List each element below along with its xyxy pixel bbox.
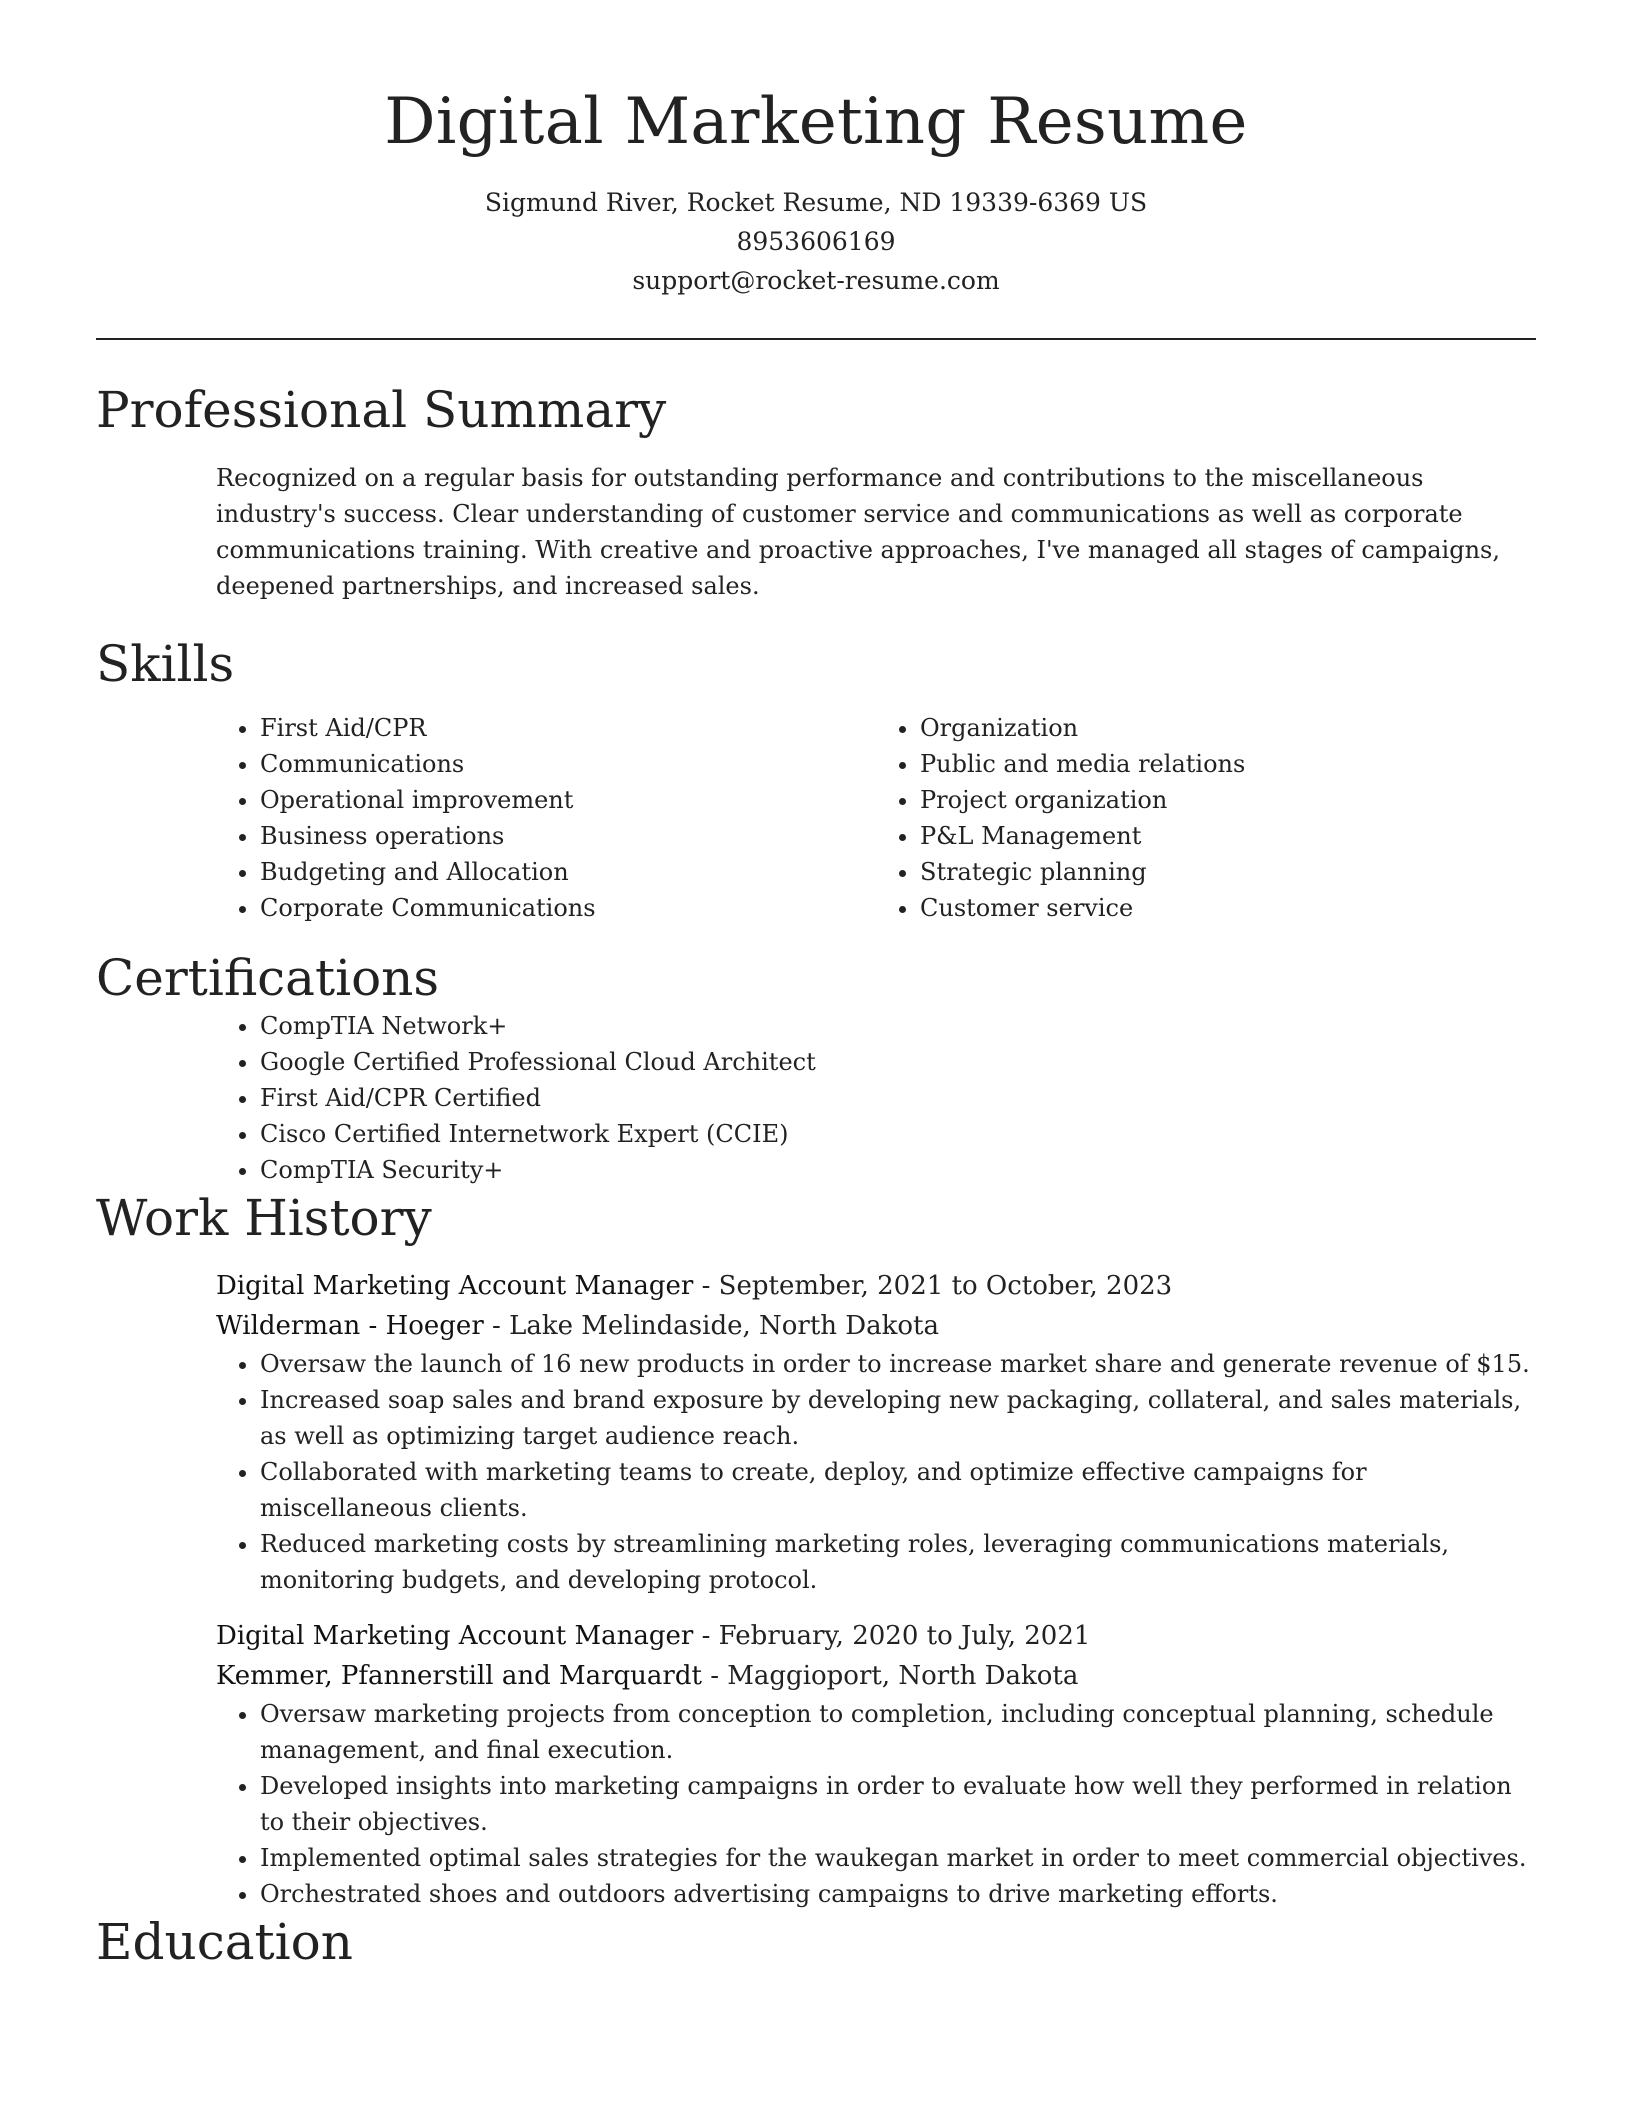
skills-heading: Skills (96, 634, 235, 693)
job-location: Maggioport, North Dakota (727, 1660, 1079, 1691)
work-history-heading: Work History (96, 1188, 432, 1247)
skill-item: • Corporate Communications (260, 890, 876, 926)
job-entry (96, 1266, 1536, 1346)
skill-item: • Customer service (920, 890, 1536, 926)
skills-list (96, 710, 1536, 926)
job-bullet: • Collaborated with marketing teams to create, deploy, and optimize effective campaigns for miscellaneous clients. (260, 1454, 1536, 1526)
job-title-line: Digital Marketing Account Manager - September, 2021 to October, 2023 (216, 1270, 1173, 1301)
certification-item: • Google Certified Professional Cloud Architect (260, 1044, 1536, 1080)
skill-item: • Operational improvement (260, 782, 876, 818)
summary-text: Recognized on a regular basis for outstanding performance and contributions to the miscellaneous industry's success. Clear understanding of customer service and communications as well as corporate communications training. With creative and proactive approaches, I've managed all stages of campaigns, deepened partnerships, and increased sales. (216, 463, 1500, 600)
contact-address: Sigmund River, Rocket Resume, ND 19339-6369 US (484, 187, 1148, 217)
certifications-list (96, 1008, 1536, 1188)
skill-item: • Project organization (920, 782, 1536, 818)
skill-item: • P&L Management (920, 818, 1536, 854)
job-company-line: Kemmer, Pfannerstill and Marquardt - Maggioport, North Dakota (216, 1660, 1079, 1691)
job-location: Lake Melindaside, North Dakota (509, 1310, 939, 1341)
job-bullets (96, 1696, 1536, 1912)
skills-column-left (96, 710, 876, 926)
resume-header (96, 0, 1536, 300)
job-bullet: • Oversaw the launch of 16 new products in order to increase market share and generate revenue of $15. (260, 1346, 1536, 1382)
skill-item: • Communications (260, 746, 876, 782)
skill-item: • Organization (920, 710, 1536, 746)
job-bullets (96, 1346, 1536, 1598)
job-title: Digital Marketing Account Manager (216, 1620, 694, 1651)
job-dates: February, 2020 to July, 2021 (718, 1620, 1091, 1651)
job-bullet: • Implemented optimal sales strategies for the waukegan market in order to meet commercial objectives. (260, 1840, 1536, 1876)
job-dates: September, 2021 to October, 2023 (718, 1270, 1173, 1301)
skill-item: • Business operations (260, 818, 876, 854)
skill-item: • First Aid/CPR (260, 710, 876, 746)
job-bullet: • Reduced marketing costs by streamlining marketing roles, leveraging communications materials, monitoring budgets, and developing protocol. (260, 1526, 1536, 1598)
certification-item: • CompTIA Network+ (260, 1008, 1536, 1044)
skill-item: • Public and media relations (920, 746, 1536, 782)
job-company-line: Wilderman - Hoeger - Lake Melindaside, North Dakota (216, 1310, 939, 1341)
summary-heading: Professional Summary (96, 380, 667, 439)
job-entry (96, 1616, 1536, 1696)
job-title: Digital Marketing Account Manager (216, 1270, 694, 1301)
job-company: Wilderman - Hoeger (216, 1310, 484, 1341)
header-divider (96, 338, 1536, 340)
certification-item: • First Aid/CPR Certified (260, 1080, 1536, 1116)
job-company: Kemmer, Pfannerstill and Marquardt (216, 1660, 702, 1691)
job-title-line: Digital Marketing Account Manager - February, 2020 to July, 2021 (216, 1620, 1091, 1651)
job-bullet: • Increased soap sales and brand exposure by developing new packaging, collateral, and sales materials, as well as optimizing target audience reach. (260, 1382, 1536, 1454)
contact-phone: 8953606169 (736, 226, 896, 256)
job-bullet: • Oversaw marketing projects from conception to completion, including conceptual planning, schedule management, and final execution. (260, 1696, 1536, 1768)
contact-email: support@rocket-resume.com (632, 265, 1000, 295)
skill-item: • Strategic planning (920, 854, 1536, 890)
certification-item: • CompTIA Security+ (260, 1152, 1536, 1188)
job-bullet: • Orchestrated shoes and outdoors advertising campaigns to drive marketing efforts. (260, 1876, 1536, 1912)
certification-item: • Cisco Certified Internetwork Expert (CCIE) (260, 1116, 1536, 1152)
resume-title: Digital Marketing Resume (384, 85, 1248, 159)
job-bullet: • Developed insights into marketing campaigns in order to evaluate how well they performed in relation to their objectives. (260, 1768, 1536, 1840)
skills-column-right (876, 710, 1536, 926)
education-heading: Education (96, 1912, 353, 1971)
certifications-heading: Certifications (96, 948, 440, 1007)
skill-item: • Budgeting and Allocation (260, 854, 876, 890)
